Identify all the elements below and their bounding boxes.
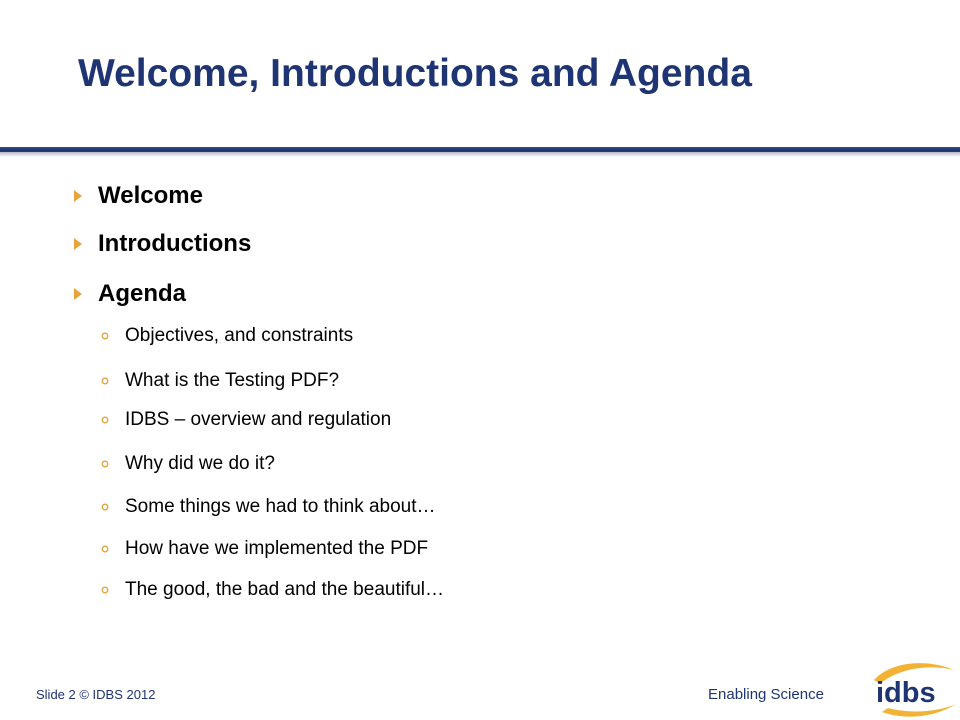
slide-title: Welcome, Introductions and Agenda [78,52,752,95]
footer-tagline: Enabling Science [708,686,824,703]
ring-bullet-icon [101,460,109,468]
sub-bullet-text: IDBS – overview and regulation [125,409,392,430]
bullet-text: Welcome [98,182,203,209]
ring-bullet-icon [101,332,109,340]
sub-bullet-item [101,452,275,476]
sub-bullet-item [101,408,391,432]
sub-bullet-item [101,369,339,393]
sub-bullet-text: The good, the bad and the beautiful… [125,579,445,600]
sub-bullet-text: Objectives, and constraints [125,325,354,346]
bullet-item-introductions [74,229,251,259]
ring-bullet-icon [101,545,109,553]
idbs-logo [868,660,960,720]
bullet-item-welcome [74,181,203,211]
logo-wordmark: idbs [876,677,936,709]
sub-bullet-text: Some things we had to think about… [125,496,436,517]
sub-bullet-item [101,495,436,519]
triangle-bullet-icon [74,190,82,202]
sub-bullet-item [101,578,444,602]
bullet-text: Introductions [98,230,252,257]
bullet-text: Agenda [98,280,187,307]
sub-bullet-item [101,324,353,348]
triangle-bullet-icon [74,288,82,300]
ring-bullet-icon [101,416,109,424]
ring-bullet-icon [101,377,109,385]
sub-bullet-text: Why did we do it? [125,453,275,474]
slide-footer-info: Slide 2 © IDBS 2012 [36,687,156,702]
ring-bullet-icon [101,503,109,511]
sub-bullet-item [101,537,428,561]
sub-bullet-text: How have we implemented the PDF [125,538,429,559]
triangle-bullet-icon [74,238,82,250]
ring-bullet-icon [101,586,109,594]
sub-bullet-text: What is the Testing PDF? [125,370,340,391]
bullet-item-agenda [74,279,186,309]
